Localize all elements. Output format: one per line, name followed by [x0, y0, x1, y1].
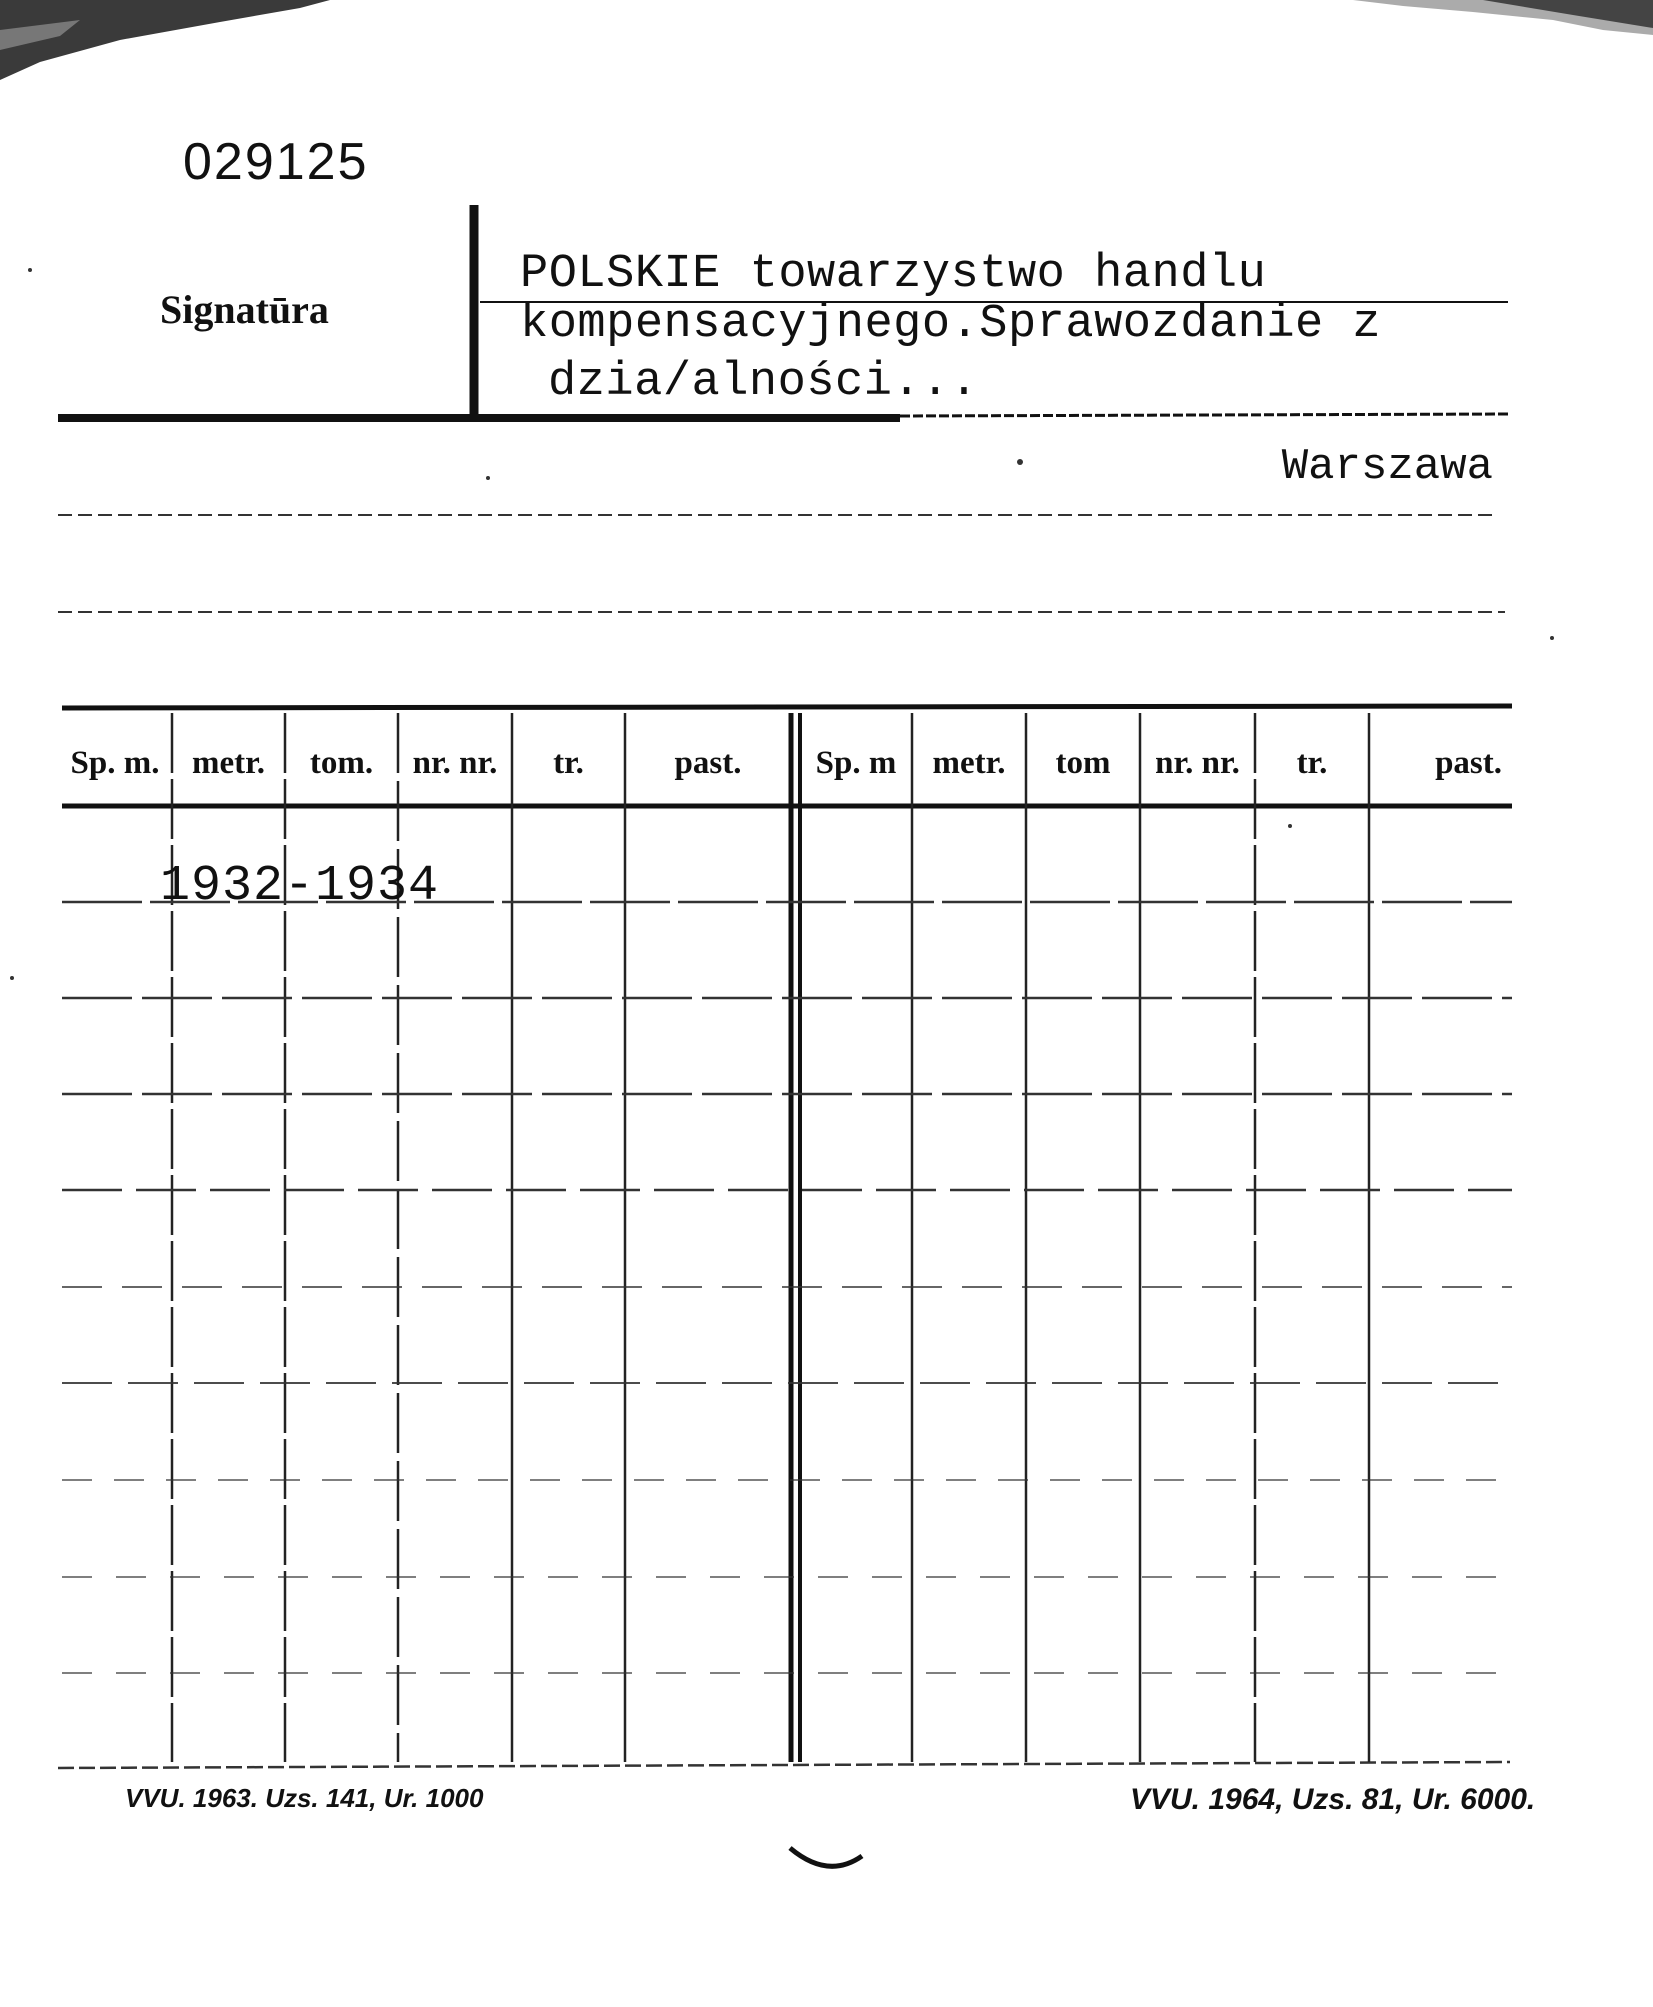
header-metr-right: metr.	[932, 744, 1006, 781]
right-column-lines	[912, 713, 1369, 1762]
header-nr-nr-right: nr. nr.	[1155, 744, 1240, 781]
title-line-2: kompensacyjnego.Sprawozdanie z	[520, 298, 1382, 351]
header-sp-m-right: Sp. m	[815, 744, 897, 781]
table-bottom-rule	[58, 1762, 1510, 1768]
header-tom-right: tom	[1055, 744, 1111, 781]
header-tr-right: tr.	[1296, 744, 1328, 781]
footnote-left: VVU. 1963. Uzs. 141, Ur. 1000	[125, 1783, 484, 1813]
curved-mark	[790, 1848, 862, 1866]
footnote-right: VVU. 1964, Uzs. 81, Ur. 6000.	[1130, 1783, 1536, 1816]
table-top-rule	[62, 706, 1512, 708]
header-nr-nr-left: nr. nr.	[412, 744, 498, 781]
header-tr-left: tr.	[553, 744, 584, 781]
header-past-right: past.	[1435, 744, 1502, 781]
title-line-3: dzia/alności...	[548, 356, 979, 409]
place-name: Warszawa	[1281, 442, 1493, 492]
header-sp-m-left: Sp. m.	[70, 744, 160, 781]
signature-label: Signatūra	[160, 287, 329, 332]
header-past-left: past.	[674, 744, 742, 781]
card-number: 029125	[183, 133, 369, 191]
title-line-1: POLSKIE towarzystwo handlu	[520, 248, 1267, 301]
entry-years: 1932-1934	[160, 858, 440, 915]
row-lines	[62, 902, 1512, 1673]
header-tom-left: tom.	[309, 744, 374, 781]
header-metr-left: metr.	[192, 744, 265, 781]
